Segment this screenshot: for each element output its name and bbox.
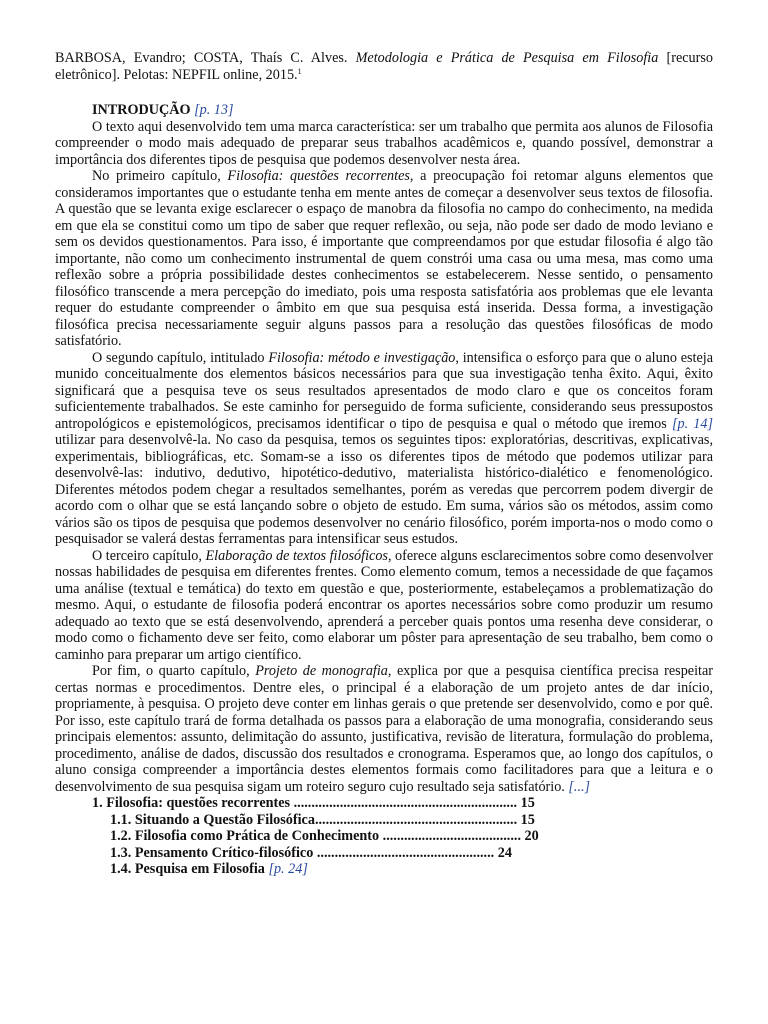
paragraph-3 [55,350,713,548]
toc-item-1-1: 1.1. Situando a Questão Filosófica......................................................... 15 [110,811,535,828]
chapter-2-title: Filosofia: método e investigação [268,349,456,366]
page-marker: [p. 14] [671,415,713,432]
toc-item-1: 1. Filosofia: questões recorrentes ............................................................... 15 [92,795,535,811]
page-marker: [p. 13] [194,102,234,118]
chapter-4-title: Projeto de monografia [255,663,388,679]
toc-item-1-2: 1.2. Filosofia como Prática de Conhecimento ....................................... 20 [110,828,539,844]
introduction-heading: INTRODUÇÃO [92,102,191,118]
footnote-mark: 1 [297,66,302,76]
document-page [55,50,713,878]
ellipsis-marker: [...] [568,778,591,795]
paragraph-3-text-b: , intensifica o esforço para que o aluno esteja munido conceitualmente dos elementos básicos necessários para que sua investigação tenha êxito. Aqui, êxito significará que a pesquisa teve os seus resultados apresentados de modo claro e que os conceitos foram suficientemente trabalhados. Se este caminho for perseguido de forma suficiente, considerando seus pressupostos antropológicos e epistemológicos, precisamos identificar o tipo de pesquisa e qual o método que iremos [55,349,713,432]
reference-title: Metodologia e Prática de Pesquisa em Filosofia [355,50,659,66]
paragraph-2-text-a: No primeiro capítulo, [92,168,228,184]
paragraph-4-text-a: O terceiro capítulo, [92,547,206,564]
paragraph-3-text-c: utilizar para desenvolvê-la. No caso da pesquisa, temos os seguintes tipos: exploratórias, descritivas, explicativas, experimentais, bibliográficas, etc. Somam-se a isso os diferentes tipos de método que podemos utilizar para desenvolvê-las: indutivo, dedutivo, hipotético-dedutivo, materialista histórico-dialético e fenomenológico. Diferentes métodos podem chegar a resultados semelhantes, porém as veredas que percorrem podem divergir de acordo com o olhar que se está lançando sobre o objeto de estudo. Em suma, vários são os métodos, assim como vários são os tipos de pesquisa que podemos desenvolver no cenário filosófico, porém importa-nos o modo como o pesquisador se valerá destas ferramentas para intensificar seus estudos. [55,432,713,547]
page-marker: [p. 24] [268,861,308,877]
reference-publication: [recurso eletrônico]. Pelotas: NEPFIL online, 2015. [55,50,713,83]
paragraph-5-text-a: Por fim, o quarto capítulo, [92,663,256,679]
paragraph-3-text-a: O segundo capítulo, intitulado [92,349,269,366]
paragraph-1: O texto aqui desenvolvido tem uma marca característica: ser um trabalho que permita aos alunos de Filosofia compreender o modo mais adequado de preparar seus trabalhos acadêmicos e, quando possível, demonstrar a importância dos diferentes tipos de pesquisa que podemos desenvolver nesta área. [55,118,713,168]
toc-item-1-4 [55,861,713,878]
chapter-3-title: Elaboração de textos filosóficos [205,547,388,564]
bibliographic-reference [55,50,713,83]
chapter-1-title: Filosofia: questões recorrentes [227,168,410,184]
paragraph-4-text-b: , oferece alguns esclarecimentos sobre como desenvolver nossas habilidades de pesquisa em diferentes frentes. Como elemento comum, temos a necessidade de que façamos uma análise (textual e temática) do texto em questão e que, posteriormente, estabeleçamos a problematização do mesmo. Aqui, o estudante de filosofia poderá encontrar os aportes necessários sobre como produzir um resumo adequado ao texto que se está desenvolvendo, aprenderá a perceber quais pontos uma resenha deve considerar, o modo como o fichamento deve ser feito, como elaborar um pôster para apresentação de seu trabalho, bem como o caminho para preparar um artigo científico. [55,547,713,663]
paragraph-5-text-b: , explica por que a pesquisa científica precisa respeitar certas normas e procedimentos. Dentre eles, o principal é a elaboração de um projeto antes de dar início, propriamente, à pesquisa. O projeto deve conter em linhas gerais o que pretende ser desenvolvido, como e por quê. Por isso, este capítulo trará de forma detalhada os passos para a elaboração de uma monografia, considerando seus principais elementos: assunto, delimitação do assunto, justificativa, revisão de literatura, formulação do problema, procedimento, análise de dados, discussão dos resultados e cronograma. Esperamos que, ao longo dos capítulos, o aluno consiga compreender a importância destes elementos formais como facilitadores para que a leitura e o desenvolvimento de sua pesquisa sigam um roteiro seguro cujo resultado seja satisfatório. [55,663,713,795]
section-heading [55,102,713,119]
toc-item-1-3: 1.3. Pensamento Crítico-filosófico .................................................. 24 [110,844,512,861]
paragraph-5 [55,663,713,795]
table-of-contents [55,795,713,878]
toc-item-1-4-label: 1.4. Pesquisa em Filosofia [110,861,269,877]
paragraph-2-text-b: , a preocupação foi retomar alguns elementos que consideramos importantes que o estudante tenha em mente antes de começar a desenvolver seus textos de filosofia. A questão que se levanta exige esclarecer o espaço de manobra da filosofia no campo do conhecimento, na medida em que ela se constitui como um tipo de saber que requer reflexão, ou seja, não pode ser dado de modo leviano e sem os devidos questionamentos. Para isso, é importante que compreendamos por que estudar filosofia é algo tão importante, não como um conhecimento instrumental de quem constrói uma casa ou uma mesa, mas como uma reflexão sobre a própria possibilidade destes conhecimentos se estabelecerem. Nesse sentido, o pensamento filosófico transcende a mera percepção do imediato, pois uma resposta satisfatória aos problemas que ele levanta requer do estudante compreender o âmbito em que sua pesquisa está inserida. Dessa forma, a investigação filosófica precisa necessariamente seguir alguns passos para a resolução das questões filosóficas de modo satisfatório. [55,168,713,349]
reference-authors: BARBOSA, Evandro; COSTA, Thaís C. Alves. [55,50,348,66]
paragraph-2 [55,168,713,350]
paragraph-4 [55,548,713,664]
